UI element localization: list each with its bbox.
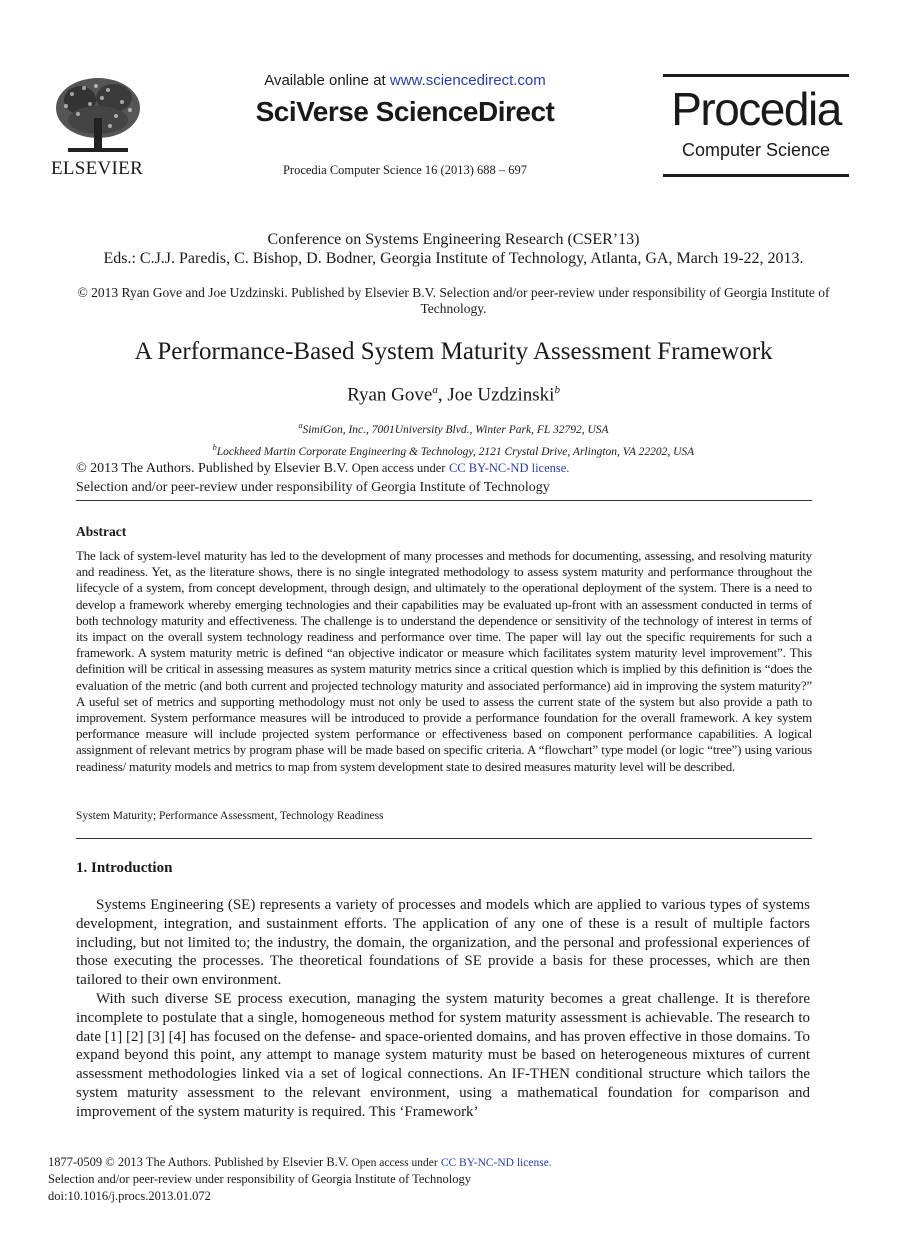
affiliation-b	[40, 443, 867, 458]
available-online	[240, 72, 570, 89]
platform-name: SciVerse ScienceDirect	[255, 96, 555, 127]
affiliation-a	[40, 421, 867, 436]
introduction-paragraph-1: Systems Engineering (SE) represents a variety of processes and models which are applied to various types of systems development, integration, and sustainment efforts. The application of any one of these is a result of multiple factors including, but not limited to; the industry, the domain, the organization, and the personal and professional experiences of those executing the processes. The theoretical foundations of SE provide a basis for these processes, which are then tailored to their own environment.	[76, 897, 810, 989]
journal-reference: Procedia Computer Science 16 (2013) 688 – 697	[282, 163, 528, 177]
available-prefix: Available online at	[264, 72, 386, 89]
author-2-sup: b	[554, 384, 560, 396]
license-line-1	[76, 461, 836, 477]
top-copyright: © 2013 Ryan Gove and Joe Uzdzinski. Published by Elsevier B.V. Selection and/or peer-review under responsibility of Georgia Institute of Technology.	[77, 285, 830, 316]
footer-issn: 1877-0509 © 2013 The Authors. Published by Elsevier B.V.	[48, 1155, 349, 1169]
footer-line-2: Selection and/or peer-review under responsibility of Georgia Institute of Technology	[48, 1172, 471, 1186]
affiliation-a-sup: a	[298, 421, 303, 430]
publisher-name: ELSEVIER	[50, 158, 144, 179]
author-2: Joe Uzdzinski	[447, 384, 555, 406]
sciencedirect-link[interactable]: www.sciencedirect.com	[389, 72, 546, 89]
author-1: Ryan Gove	[347, 384, 433, 406]
introduction-heading: 1. Introduction	[76, 860, 173, 876]
journal-logo-bottom-rule	[663, 174, 849, 177]
footer-license-link[interactable]: CC BY-NC-ND license.	[440, 1157, 552, 1169]
footer-doi[interactable]: doi:10.1016/j.procs.2013.01.072	[48, 1189, 211, 1203]
affiliation-b-sup: b	[212, 443, 217, 452]
journal-logo-subtitle: Computer Science	[681, 140, 831, 160]
introduction-paragraph-2: With such diverse SE process execution, managing the system maturity becomes a great challenge. It is therefore incomplete to postulate that a single, homogeneous method for system maturity assessment is achievable. The research to date [1] [2] [3] [4] has focused on the defense- and space-oriented domains, and has proven effective in those domains. To expand beyond this point, any attempt to manage system maturity must be based on heterogeneous mixtures of current assessment methodologies linked via a set of logical connections. An IF-THEN conditional structure which tailors the system maturity assessment to the relevant environment, using a mathematical foundation for comparison and improvement of the system maturity is required. This ‘Framework’	[76, 990, 810, 1120]
conference-name: Conference on Systems Engineering Research (CSER’13)	[267, 231, 640, 248]
header-divider	[76, 500, 812, 501]
author-separator: ,	[437, 384, 448, 406]
license-open-access: Open access under	[351, 461, 446, 475]
footer-line-1	[48, 1154, 828, 1172]
license-link[interactable]: CC BY-NC-ND license.	[448, 461, 570, 475]
affiliation-b-text: Lockheed Martin Corporate Engineering & Technology, 2121 Crystal Drive, Arlington, VA 22202, USA	[216, 445, 695, 458]
journal-logo-title: Procedia	[671, 83, 841, 135]
introduction-body	[76, 896, 810, 1122]
license-copyright: © 2013 The Authors. Published by Elsevier B.V.	[76, 461, 349, 476]
author-line	[40, 384, 867, 406]
abstract-heading: Abstract	[76, 524, 127, 539]
author-1-sup: a	[432, 384, 438, 396]
article-title: A Performance-Based System Maturity Assessment Framework	[134, 338, 773, 365]
abstract-text: The lack of system-level maturity has led to the development of many processes and methods for documenting, assessing, and resolving maturity and readiness. Yet, as the literature shows, there is no single integrated methodology to assess system maturity and performance throughout the lifecycle of a system, from concept development, through design, and ultimately to the operational deployment of the system. There is a need to develop a framework whereby emerging technologies and their capabilities may be evaluated up-front with an assessment conducted in terms of both technology maturity and effectiveness. The challenge is to understand the dependence or sensitivity of the technology of interest in terms of its impact on the overall system technology readiness and performance over time. The paper will lay out the specific requirements for such a framework. A system maturity metric is defined “an objective indicator or measure which facilitates system maturity level improvement”. This definition will be critical in assessing measures as system maturity metrics since a critical question which is implied by this definition is “does the evaluation of the metric (and both current and projected technology maturity and associated performance) aid in improving the system maturity?” A useful set of metrics and supporting methodology must not only be used to assess the current state of the system but also provide a path to improvement. System performance measures will be introduced to provide a performance foundation for the overall framework. A key system performance measure will include projected system performance or effectiveness based on component performance capabilities. A logical assignment of relevant metrics by program phase will be made based on specific criteria. A “flowchart” type model (or logic “tree”) using various readiness/ maturity models and metrics to map from system development state to desired measures maturity level will be described.	[76, 548, 812, 774]
keywords: System Maturity; Performance Assessment, Technology Readiness	[76, 810, 384, 822]
abstract-divider	[76, 838, 812, 839]
journal-logo-top-rule	[663, 74, 849, 77]
journal-logo	[663, 74, 849, 177]
conference-editors: Eds.: C.J.J. Paredis, C. Bishop, D. Bodner, Georgia Institute of Technology, Atlanta, GA, March 19-22, 2013.	[103, 250, 804, 267]
footer-open-access: Open access under	[351, 1157, 438, 1169]
conference-block	[40, 230, 867, 268]
license-line-2: Selection and/or peer-review under responsibility of Georgia Institute of Technology	[76, 480, 550, 495]
affiliation-a-text: SimiGon, Inc., 7001University Blvd., Winter Park, FL 32792, USA	[302, 423, 609, 436]
